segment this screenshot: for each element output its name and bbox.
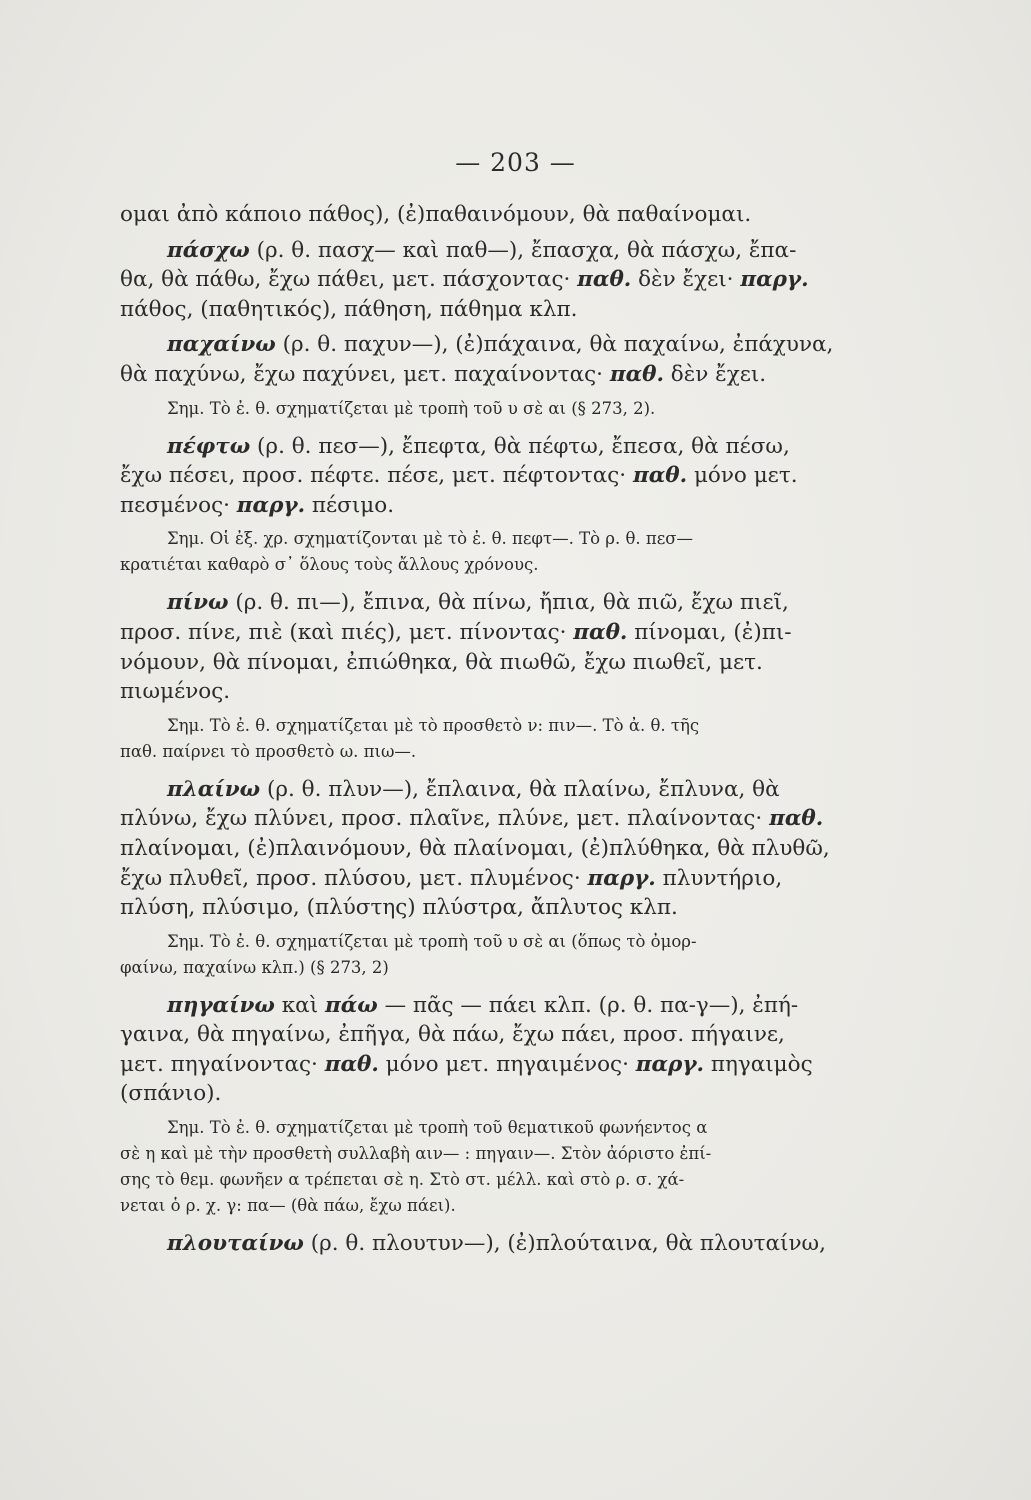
abbrev-path: παθ. — [577, 267, 632, 293]
text-line: πλαίνομαι, (ἐ)πλαινόμουν, θὰ πλαίνομαι, (ἐ)πλύθηκα, θὰ πλυθῶ, — [120, 835, 830, 861]
entry-pefto — [120, 432, 865, 521]
text-line: (ρ. θ. πι—), ἔπινα, θὰ πίνω, ἤπια, θὰ πιῶ, ἔχω πιεῖ, — [228, 590, 789, 616]
text-line: ομαι ἀπὸ κάποιο πάθος), (ἐ)παθαινόμουν, θὰ παθαίνομαι. — [120, 202, 752, 227]
note-line: σὲ η καὶ μὲ τὴν προσθετὴ συλλαβὴ αιν— : πηγαιν—. Στὸν ἀόριστο ἐπί- — [120, 1144, 712, 1164]
note — [120, 526, 865, 578]
text-line: πίνομαι, (ἐ)πι- — [627, 619, 792, 645]
entry-ploutaino — [120, 1229, 865, 1259]
text-line: — πᾶς — πάει κλπ. (ρ. θ. πα-γ—), ἐπή- — [377, 992, 799, 1018]
note-line: φαίνω, παχαίνω κλπ.) (§ 273, 2) — [120, 957, 389, 977]
abbrev-path: παθ. — [769, 806, 824, 832]
headword: πάσχω — [167, 237, 250, 263]
note — [120, 396, 865, 422]
text-line: (ρ. θ. πεσ—), ἔπεφτα, θὰ πέφτω, ἔπεσα, θὰ πέσω, — [250, 433, 790, 459]
abbrev-path: παθ. — [573, 619, 628, 645]
note-line: Σημ. Τὸ ἐ. θ. σχηματίζεται μὲ τροπὴ τοῦ υ σὲ αι (ὅπως τὸ ὀμορ- — [167, 931, 697, 951]
text-line: νόμουν, θὰ πίνομαι, ἐπιώθηκα, θὰ πιωθῶ, ἔχω πιωθεῖ, μετ. — [120, 649, 763, 675]
text-line: πλύνω, ἔχω πλύνει, προσ. πλαῖνε, πλύνε, μετ. πλαίνοντας· — [120, 806, 763, 832]
text-line: ἔχω πέσει, προσ. πέφτε. πέσε, μετ. πέφτοντας· — [120, 463, 627, 489]
text-line: πλύση, πλύσιμο, (πλύστης) πλύστρα, ἄπλυτος κλπ. — [120, 895, 678, 921]
text-line: πιωμένος. — [120, 679, 231, 705]
entry-continuation — [120, 200, 865, 230]
text-line: γαινα, θὰ πηγαίνω, ἐπῆγα, θὰ πάω, ἔχω πάει, προσ. πήγαινε, — [120, 1022, 785, 1048]
text-line: μόνο μετ. — [687, 463, 798, 489]
text-line: μόνο μετ. πηγαιμένος· — [378, 1051, 629, 1077]
text-line: (ρ. θ. πασχ— καὶ παθ—), ἔπασχα, θὰ πάσχω, ἔπα- — [249, 237, 797, 263]
headword: παχαίνω — [167, 332, 276, 358]
headword: πίνω — [167, 590, 229, 616]
entry-plaino — [120, 775, 865, 923]
note-line: Σημ. Τὸ ἐ. θ. σχηματίζεται μὲ τροπὴ τοῦ υ σὲ αι (§ 273, 2). — [167, 398, 656, 418]
text-line: πέσιμο. — [305, 492, 395, 518]
abbrev-path: παθ. — [609, 361, 664, 387]
headword: πέφτω — [167, 433, 251, 459]
abbrev-path: παθ. — [324, 1051, 379, 1077]
text-line: δὲν ἔχει. — [663, 361, 767, 387]
note-line: Σημ. Τὸ ἐ. θ. σχηματίζεται μὲ τροπὴ τοῦ θεματικοῦ φωνήεντος α — [167, 1118, 708, 1138]
text-line: θα, θὰ πάθω, ἔχω πάθει, μετ. πάσχοντας· — [120, 267, 571, 293]
note-line: Σημ. Τὸ ἐ. θ. σχηματίζεται μὲ τὸ προσθετὸ ν: πιν—. Τὸ ἀ. θ. τῆς — [167, 715, 700, 735]
abbrev-path: παθ. — [633, 463, 688, 489]
text-line: πεσμένος· — [120, 492, 230, 518]
text-line: πλυντήριο, — [655, 865, 783, 891]
text-line: (ρ. θ. παχυν—), (ἐ)πάχαινα, θὰ παχαίνω, ἐπάχυνα, — [275, 332, 834, 358]
abbrev-parag: παργ. — [635, 1051, 705, 1077]
note-line: κρατιέται καθαρὸ σ᾿ ὅλους τοὺς ἄλλους χρόνους. — [120, 555, 539, 575]
entry-pascho — [120, 236, 865, 325]
page-number: — 203 — — [455, 148, 576, 177]
headword: πλαίνω — [167, 776, 261, 802]
abbrev-parag: παργ. — [587, 865, 656, 891]
text-line: μετ. πηγαίνοντας· — [120, 1051, 318, 1077]
note-line: σης τὸ θεμ. φωνῆεν α τρέπεται σὲ η. Στὸ στ. μέλλ. καὶ στὸ ρ. σ. χά- — [120, 1170, 685, 1190]
text-line: δὲν ἔχει· — [631, 267, 734, 293]
text-line: (ρ. θ. πλουτυν—), (ἐ)πλούταινα, θὰ πλουταίνω, — [303, 1231, 826, 1257]
note — [120, 929, 865, 981]
text-line: (σπάνιο). — [120, 1081, 222, 1107]
abbrev-parag: παργ. — [236, 492, 306, 518]
headword: πάω — [324, 992, 378, 1018]
headword: πηγαίνω — [167, 992, 275, 1018]
text-line: πηγαιμὸς — [704, 1051, 813, 1077]
text-line: (ρ. θ. πλυν—), ἔπλαινα, θὰ πλαίνω, ἔπλυνα, θὰ — [260, 776, 780, 802]
note — [120, 1115, 865, 1219]
headword: πλουταίνω — [167, 1231, 304, 1257]
text-line: καὶ — [274, 992, 325, 1018]
note-line: Σημ. Οἱ ἐξ. χρ. σχηματίζονται μὲ τὸ ἐ. θ. πεφτ—. Τὸ ρ. θ. πεσ— — [167, 529, 694, 549]
note — [120, 713, 865, 765]
entry-pino — [120, 588, 865, 706]
entry-pigaino — [120, 991, 865, 1109]
entry-pachaino — [120, 330, 865, 389]
text-line: προσ. πίνε, πιὲ (καὶ πιές), μετ. πίνοντας· — [120, 619, 567, 645]
note-line: νεται ὁ ρ. χ. γ: πα— (θὰ πάω, ἔχω πάει). — [120, 1196, 456, 1216]
text-line: ἔχω πλυθεῖ, προσ. πλύσου, μετ. πλυμένος· — [120, 865, 581, 891]
text-line: πάθος, (παθητικός), πάθηση, πάθημα κλπ. — [120, 296, 578, 322]
abbrev-parag: παργ. — [740, 267, 809, 293]
text-line: θὰ παχύνω, ἔχω παχύνει, μετ. παχαίνοντας· — [120, 361, 603, 387]
page-text — [120, 200, 865, 1265]
note-line: παθ. παίρνει τὸ προσθετὸ ω. πιω—. — [120, 741, 417, 761]
